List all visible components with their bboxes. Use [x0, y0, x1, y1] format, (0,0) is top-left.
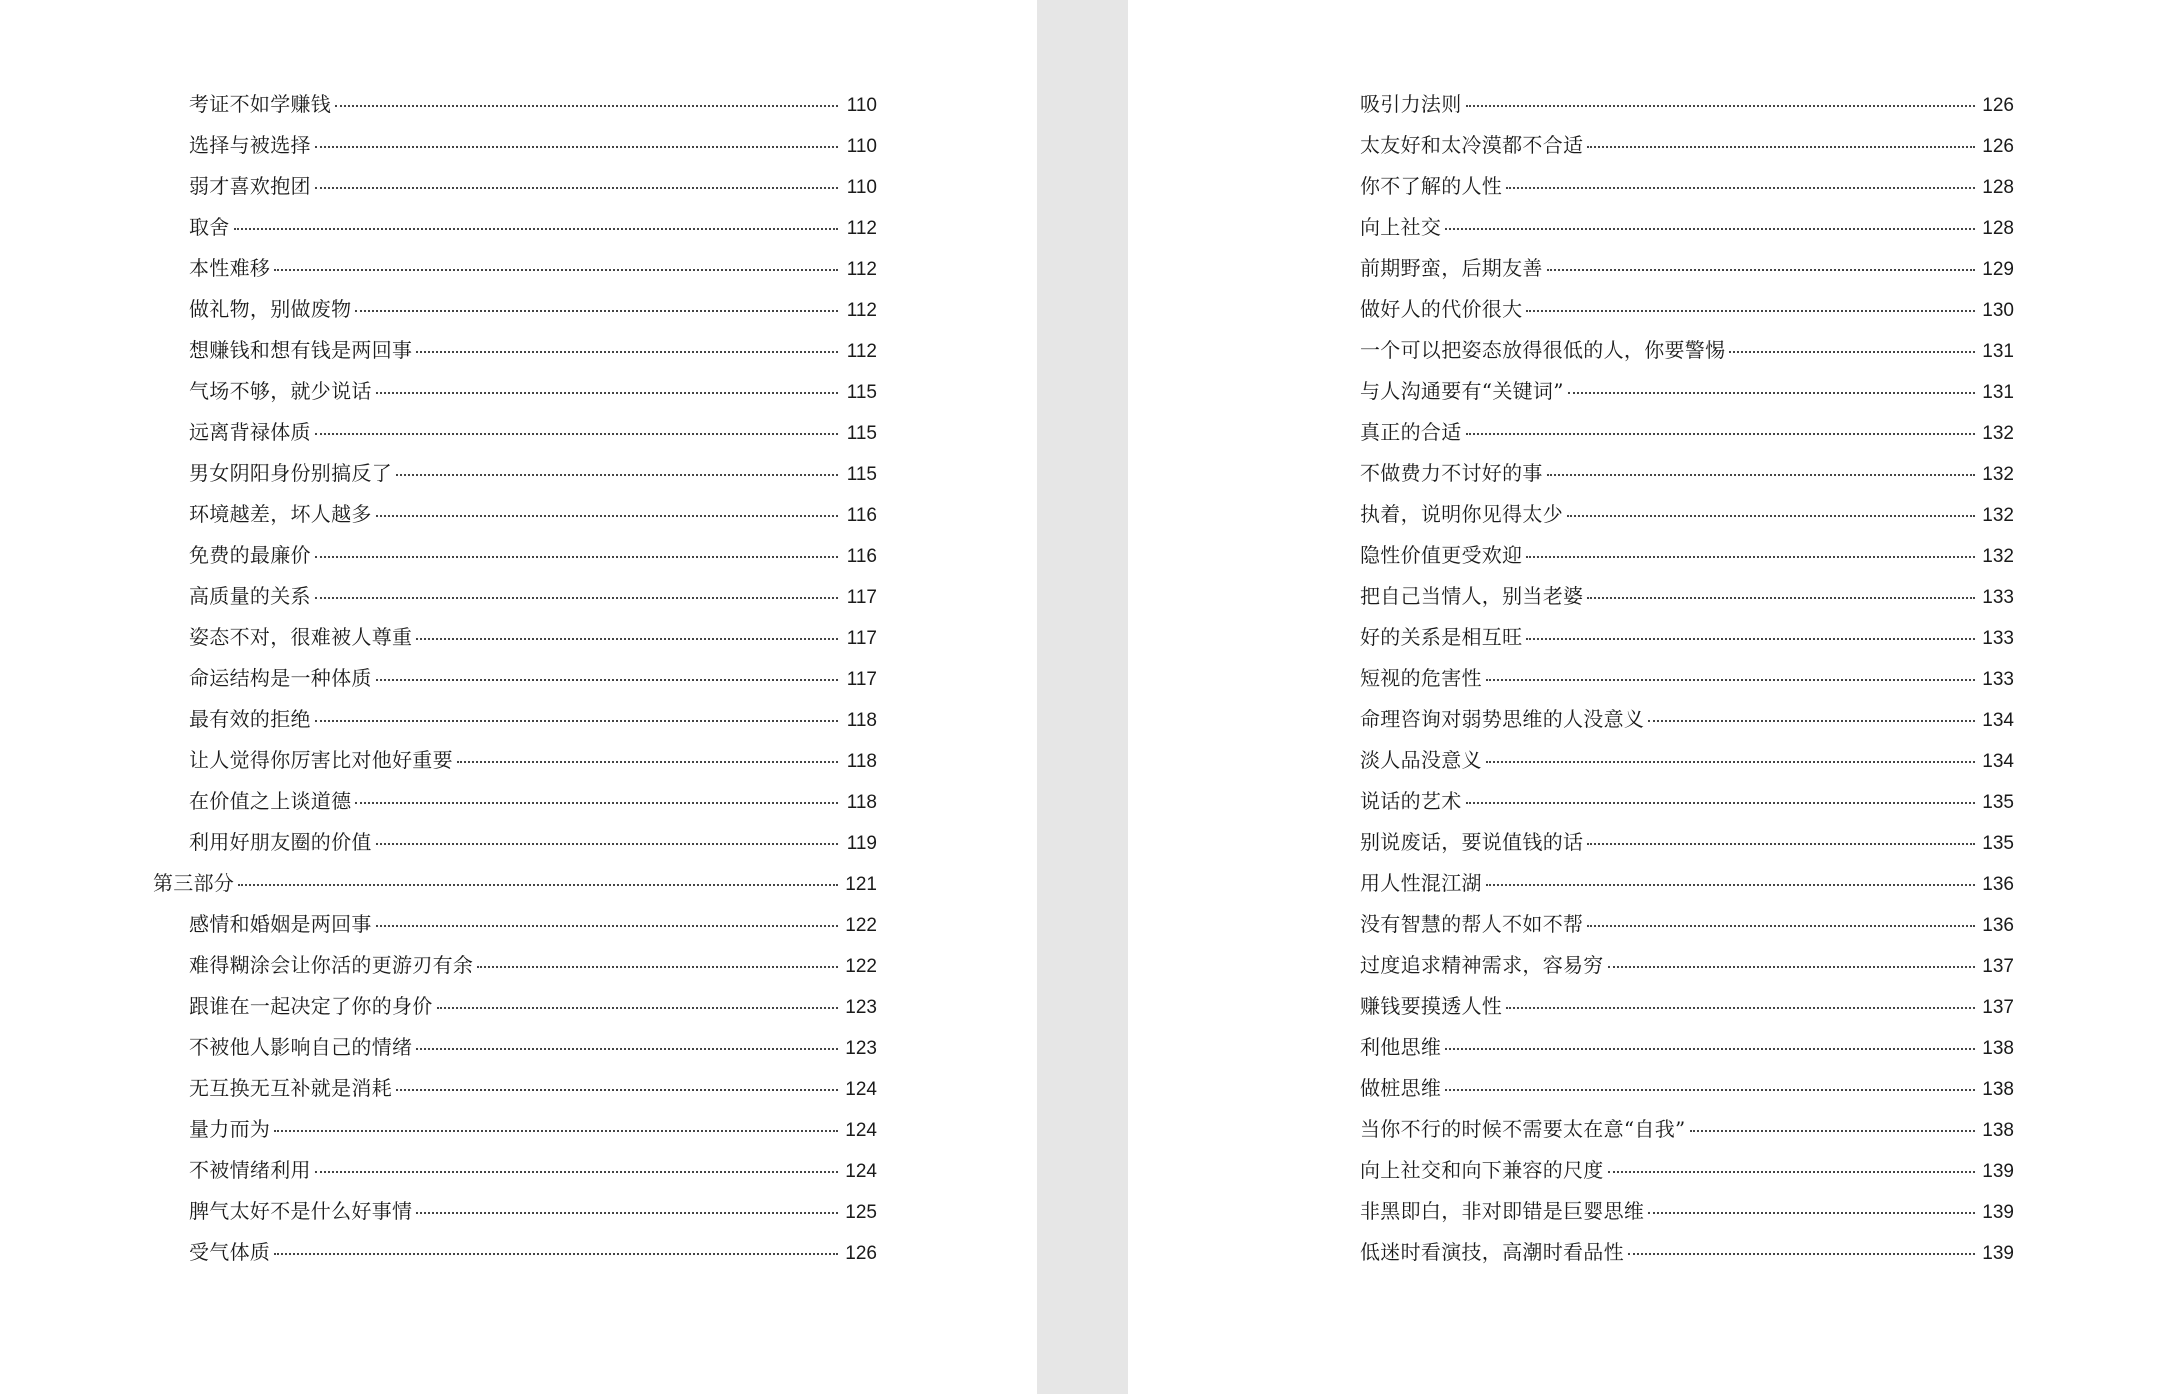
toc-section-heading[interactable] [153, 863, 877, 904]
toc-entry-page-number: 121 [845, 874, 877, 895]
toc-entry-title: 命理咨询对弱势思维的人没意义 [1360, 707, 1645, 731]
toc-entry[interactable] [1324, 453, 2014, 494]
toc-entry[interactable] [153, 535, 877, 576]
toc-entry-page-number: 112 [846, 259, 877, 280]
toc-entry[interactable] [1324, 863, 2014, 904]
dot-leader [1587, 843, 1975, 845]
dot-leader [1526, 310, 1975, 312]
dot-leader [396, 474, 838, 476]
dot-leader [477, 966, 838, 968]
toc-entry[interactable] [153, 289, 877, 330]
toc-entry[interactable] [153, 330, 877, 371]
toc-entry[interactable] [153, 125, 877, 166]
toc-entry-page-number: 138 [1982, 1120, 2014, 1141]
toc-entry-title: 执着，说明你见得太少 [1360, 502, 1563, 526]
dot-leader [437, 1007, 838, 1009]
toc-entry-title: 想赚钱和想有钱是两回事 [189, 338, 413, 362]
toc-entry-page-number: 138 [1982, 1038, 2014, 1059]
toc-entry[interactable] [1324, 412, 2014, 453]
toc-entry-page-number: 115 [846, 382, 877, 403]
dot-leader [376, 925, 838, 927]
dot-leader [376, 843, 838, 845]
toc-entry-title: 考证不如学赚钱 [189, 92, 332, 116]
toc-entry-page-number: 135 [1982, 833, 2014, 854]
toc-entry-title: 短视的危害性 [1360, 666, 1482, 690]
dot-leader [1466, 105, 1976, 107]
toc-entry-title: 跟谁在一起决定了你的身价 [189, 994, 433, 1018]
toc-entry-page-number: 132 [1982, 464, 2014, 485]
toc-entry-title: 利用好朋友圈的价值 [189, 830, 372, 854]
dot-leader [1506, 187, 1975, 189]
toc-entry-title: 太友好和太冷漠都不合适 [1360, 133, 1584, 157]
dot-leader [1729, 351, 1975, 353]
toc-entry[interactable] [153, 166, 877, 207]
toc-entry-title: 低迷时看演技，高潮时看品性 [1360, 1240, 1624, 1264]
toc-entry[interactable] [1324, 1150, 2014, 1191]
toc-entry-page-number: 123 [845, 1038, 877, 1059]
toc-entry-title: 命运结构是一种体质 [189, 666, 372, 690]
toc-entry-title: 免费的最廉价 [189, 543, 311, 567]
toc-entry[interactable] [153, 699, 877, 740]
toc-entry[interactable] [153, 617, 877, 658]
toc-entry-title: 当你不行的时候不需要太在意“自我” [1360, 1117, 1686, 1141]
toc-entry-title: 脾气太好不是什么好事情 [189, 1199, 413, 1223]
toc-entry-title: 过度追求精神需求，容易穷 [1360, 953, 1604, 977]
toc-entry-title: 选择与被选择 [189, 133, 311, 157]
toc-entry-page-number: 136 [1982, 874, 2014, 895]
toc-entry-page-number: 125 [845, 1202, 877, 1223]
dot-leader [1486, 884, 1975, 886]
toc-entry[interactable] [1324, 986, 2014, 1027]
dot-leader [1608, 966, 1975, 968]
dot-leader [335, 105, 838, 107]
toc-entry-title: 隐性价值更受欢迎 [1360, 543, 1523, 567]
toc-entry-title: 做好人的代价很大 [1360, 297, 1523, 321]
toc-entry-title: 受气体质 [189, 1240, 271, 1264]
toc-entry-page-number: 131 [1982, 341, 2014, 362]
toc-entry-title: 向上社交 [1360, 215, 1442, 239]
dot-leader [416, 1048, 838, 1050]
toc-entry[interactable] [153, 986, 877, 1027]
toc-entry[interactable] [153, 248, 877, 289]
dot-leader [1587, 925, 1975, 927]
dot-leader [1628, 1253, 1975, 1255]
toc-entry-page-number: 118 [846, 751, 877, 772]
toc-entry-title: 环境越差，坏人越多 [189, 502, 372, 526]
dot-leader [1587, 146, 1975, 148]
toc-entry-page-number: 122 [845, 915, 877, 936]
toc-entry[interactable] [1324, 617, 2014, 658]
toc-entry[interactable] [153, 658, 877, 699]
toc-entry-title: 前期野蛮，后期友善 [1360, 256, 1543, 280]
toc-entry-page-number: 139 [1982, 1243, 2014, 1264]
toc-entry-title: 非黑即白，非对即错是巨婴思维 [1360, 1199, 1645, 1223]
dot-leader [1567, 515, 1975, 517]
dot-leader [416, 1212, 838, 1214]
toc-entry-page-number: 110 [846, 136, 877, 157]
toc-entry-page-number: 137 [1982, 997, 2014, 1018]
toc-entry-title: 赚钱要摸透人性 [1360, 994, 1503, 1018]
toc-entry-title: 不做费力不讨好的事 [1360, 461, 1543, 485]
page-gutter [1037, 0, 1128, 1394]
toc-entry-page-number: 122 [845, 956, 877, 977]
dot-leader [416, 351, 838, 353]
toc-entry[interactable] [1324, 1232, 2014, 1273]
toc-entry-page-number: 123 [845, 997, 877, 1018]
toc-entry-page-number: 115 [846, 423, 877, 444]
dot-leader [376, 515, 838, 517]
dot-leader [376, 392, 838, 394]
toc-entry-page-number: 112 [846, 341, 877, 362]
toc-entry-title: 最有效的拒绝 [189, 707, 311, 731]
toc-list-right [1324, 84, 2014, 1273]
toc-entry-page-number: 129 [1982, 259, 2014, 280]
toc-entry-title: 感情和婚姻是两回事 [189, 912, 372, 936]
toc-entry-page-number: 134 [1982, 710, 2014, 731]
toc-entry-title: 弱才喜欢抱团 [189, 174, 311, 198]
toc-entry-page-number: 133 [1982, 628, 2014, 649]
dot-leader [315, 433, 838, 435]
dot-leader [1445, 1048, 1975, 1050]
toc-entry[interactable] [1324, 740, 2014, 781]
toc-entry[interactable] [153, 904, 877, 945]
toc-entry-page-number: 126 [1982, 95, 2014, 116]
toc-entry[interactable] [153, 412, 877, 453]
dot-leader [355, 310, 838, 312]
toc-entry[interactable] [153, 1150, 877, 1191]
toc-entry[interactable] [1324, 494, 2014, 535]
dot-leader [315, 1171, 838, 1173]
toc-entry-page-number: 126 [845, 1243, 877, 1264]
toc-entry-page-number: 135 [1982, 792, 2014, 813]
toc-entry-title: 取舍 [189, 215, 230, 239]
toc-entry[interactable] [153, 84, 877, 125]
toc-entry-title: 真正的合适 [1360, 420, 1462, 444]
toc-entry-page-number: 115 [846, 464, 877, 485]
toc-entry-page-number: 112 [846, 300, 877, 321]
dot-leader [376, 679, 838, 681]
toc-entry-page-number: 119 [846, 833, 877, 854]
toc-entry[interactable] [1324, 822, 2014, 863]
toc-entry[interactable] [1324, 166, 2014, 207]
dot-leader [1466, 433, 1976, 435]
toc-entry-page-number: 118 [846, 710, 877, 731]
toc-entry-page-number: 130 [1982, 300, 2014, 321]
toc-entry-title: 远离背禄体质 [189, 420, 311, 444]
toc-entry[interactable] [1324, 1027, 2014, 1068]
toc-entry-title: 不被情绪利用 [189, 1158, 311, 1182]
toc-entry-page-number: 139 [1982, 1161, 2014, 1182]
toc-entry-page-number: 131 [1982, 382, 2014, 403]
dot-leader [1445, 228, 1975, 230]
dot-leader [1486, 761, 1975, 763]
dot-leader [457, 761, 838, 763]
dot-leader [1526, 556, 1975, 558]
toc-entry-title: 难得糊涂会让你活的更游刃有余 [189, 953, 474, 977]
dot-leader [416, 638, 838, 640]
toc-entry-page-number: 132 [1982, 546, 2014, 567]
toc-entry-title: 用人性混江湖 [1360, 871, 1482, 895]
dot-leader [355, 802, 838, 804]
dot-leader [1587, 597, 1975, 599]
toc-entry[interactable] [1324, 125, 2014, 166]
toc-entry-title: 好的关系是相互旺 [1360, 625, 1523, 649]
toc-entry-page-number: 117 [846, 587, 877, 608]
toc-entry-page-number: 126 [1982, 136, 2014, 157]
toc-entry-page-number: 110 [846, 177, 877, 198]
toc-entry[interactable] [153, 945, 877, 986]
toc-entry-page-number: 128 [1982, 177, 2014, 198]
toc-entry[interactable] [1324, 1109, 2014, 1150]
toc-entry-page-number: 132 [1982, 423, 2014, 444]
toc-entry-title: 向上社交和向下兼容的尺度 [1360, 1158, 1604, 1182]
dot-leader [1445, 1089, 1975, 1091]
toc-entry[interactable] [1324, 699, 2014, 740]
toc-list-left [153, 84, 877, 1273]
toc-entry-title: 做礼物，别做废物 [189, 297, 352, 321]
toc-entry-page-number: 112 [846, 218, 877, 239]
toc-entry-page-number: 137 [1982, 956, 2014, 977]
toc-entry-title: 说话的艺术 [1360, 789, 1462, 813]
dot-leader [1547, 474, 1975, 476]
dot-leader [1690, 1130, 1975, 1132]
toc-entry[interactable] [153, 740, 877, 781]
toc-entry[interactable] [153, 1232, 877, 1273]
toc-entry[interactable] [1324, 207, 2014, 248]
toc-entry-page-number: 124 [845, 1120, 877, 1141]
toc-entry-page-number: 128 [1982, 218, 2014, 239]
toc-entry-page-number: 116 [846, 546, 877, 567]
dot-leader [315, 187, 838, 189]
toc-entry-page-number: 133 [1982, 587, 2014, 608]
right-page [1128, 0, 2162, 1394]
toc-entry-title: 在价值之上谈道德 [189, 789, 352, 813]
toc-entry[interactable] [1324, 248, 2014, 289]
toc-entry[interactable] [153, 1068, 877, 1109]
toc-entry-page-number: 133 [1982, 669, 2014, 690]
toc-entry-title: 男女阴阳身份别搞反了 [189, 461, 392, 485]
dot-leader [396, 1089, 838, 1091]
toc-entry[interactable] [1324, 781, 2014, 822]
toc-entry[interactable] [1324, 1191, 2014, 1232]
toc-entry[interactable] [153, 371, 877, 412]
dot-leader [1568, 392, 1975, 394]
toc-entry-title: 一个可以把姿态放得很低的人，你要警惕 [1360, 338, 1726, 362]
dot-leader [1608, 1171, 1975, 1173]
toc-entry[interactable] [1324, 371, 2014, 412]
dot-leader [1466, 802, 1976, 804]
toc-entry[interactable] [153, 207, 877, 248]
dot-leader [1526, 638, 1975, 640]
toc-entry-page-number: 136 [1982, 915, 2014, 936]
toc-entry-title: 把自己当情人，别当老婆 [1360, 584, 1584, 608]
toc-entry[interactable] [1324, 289, 2014, 330]
toc-entry-title: 没有智慧的帮人不如不帮 [1360, 912, 1584, 936]
toc-entry[interactable] [153, 1191, 877, 1232]
toc-entry[interactable] [1324, 535, 2014, 576]
toc-entry-title: 无互换无互补就是消耗 [189, 1076, 392, 1100]
toc-entry-title: 本性难移 [189, 256, 271, 280]
dot-leader [315, 597, 838, 599]
toc-entry[interactable] [1324, 84, 2014, 125]
toc-entry-page-number: 118 [846, 792, 877, 813]
toc-entry[interactable] [153, 1027, 877, 1068]
toc-entry-title: 淡人品没意义 [1360, 748, 1482, 772]
toc-entry-page-number: 134 [1982, 751, 2014, 772]
toc-entry-page-number: 117 [846, 669, 877, 690]
dot-leader [234, 228, 838, 230]
toc-entry-title: 别说废话，要说值钱的话 [1360, 830, 1584, 854]
toc-entry-title: 你不了解的人性 [1360, 174, 1503, 198]
toc-entry-title: 姿态不对，很难被人尊重 [189, 625, 413, 649]
dot-leader [1648, 720, 1975, 722]
toc-entry-page-number: 124 [845, 1161, 877, 1182]
toc-entry-page-number: 110 [846, 95, 877, 116]
toc-entry[interactable] [153, 781, 877, 822]
dot-leader [1506, 1007, 1975, 1009]
dot-leader [1648, 1212, 1975, 1214]
toc-entry[interactable] [153, 453, 877, 494]
toc-entry-page-number: 124 [845, 1079, 877, 1100]
toc-entry-page-number: 117 [846, 628, 877, 649]
dot-leader [1486, 679, 1975, 681]
toc-entry-page-number: 132 [1982, 505, 2014, 526]
dot-leader [1547, 269, 1975, 271]
toc-entry-title: 利他思维 [1360, 1035, 1442, 1059]
toc-entry-title: 气场不够，就少说话 [189, 379, 372, 403]
toc-entry[interactable] [153, 576, 877, 617]
toc-entry[interactable] [153, 1109, 877, 1150]
toc-entry-title: 吸引力法则 [1360, 92, 1462, 116]
toc-entry-title: 做桩思维 [1360, 1076, 1442, 1100]
toc-entry[interactable] [1324, 330, 2014, 371]
dot-leader [315, 556, 838, 558]
toc-entry[interactable] [153, 822, 877, 863]
toc-entry-page-number: 139 [1982, 1202, 2014, 1223]
dot-leader [315, 146, 838, 148]
toc-entry[interactable] [1324, 658, 2014, 699]
toc-entry-title: 量力而为 [189, 1117, 271, 1141]
dot-leader [238, 884, 838, 886]
toc-entry-title: 让人觉得你厉害比对他好重要 [189, 748, 453, 772]
toc-entry-page-number: 116 [846, 505, 877, 526]
dot-leader [274, 1253, 838, 1255]
toc-entry[interactable] [1324, 1068, 2014, 1109]
toc-entry-title: 与人沟通要有“关键词” [1360, 379, 1564, 403]
toc-entry[interactable] [1324, 945, 2014, 986]
toc-entry-page-number: 138 [1982, 1079, 2014, 1100]
toc-entry[interactable] [153, 494, 877, 535]
toc-entry[interactable] [1324, 904, 2014, 945]
toc-entry[interactable] [1324, 576, 2014, 617]
toc-entry-title: 不被他人影响自己的情绪 [189, 1035, 413, 1059]
dot-leader [315, 720, 838, 722]
dot-leader [274, 1130, 838, 1132]
toc-entry-title: 高质量的关系 [189, 584, 311, 608]
toc-entry-title: 第三部分 [153, 871, 235, 895]
dot-leader [274, 269, 838, 271]
left-page [0, 0, 1037, 1394]
